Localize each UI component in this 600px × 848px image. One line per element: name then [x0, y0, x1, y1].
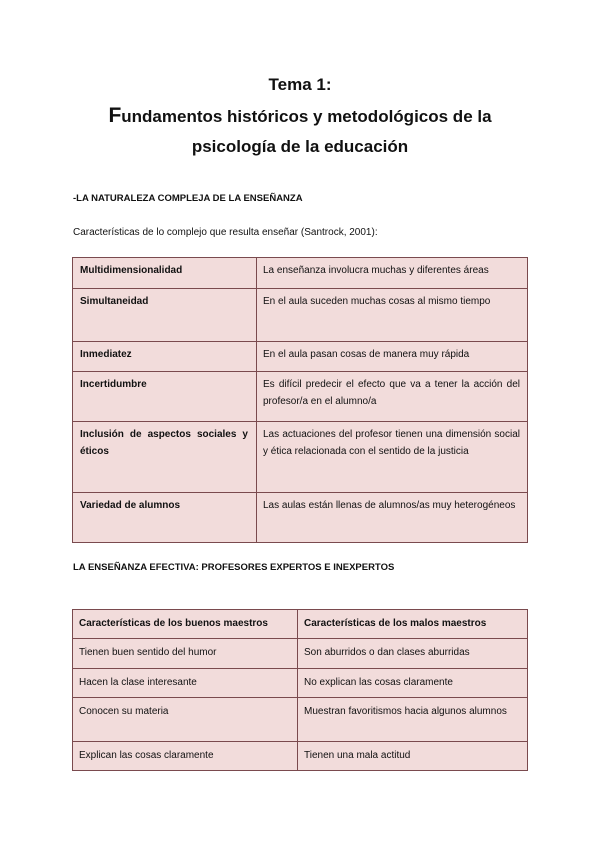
bad-cell: Son aburridos o dan clases aburridas: [298, 639, 528, 669]
complexity-table: [72, 257, 528, 543]
table-row: [73, 372, 528, 422]
description-cell: Las actuaciones del profesor tienen una dimensión social y ética relacionada con el sentido de la justicia: [257, 422, 528, 493]
title-line-2: [0, 103, 600, 130]
term-cell: Variedad de alumnos: [73, 493, 257, 543]
title-initial-letter: F: [108, 104, 122, 127]
description-cell: La enseñanza involucra muchas y diferentes áreas: [257, 258, 528, 289]
table-row: [73, 289, 528, 342]
table-row: [73, 669, 528, 698]
title-line-1: Tema 1:: [268, 75, 332, 94]
term-cell: Inclusión de aspectos sociales y éticos: [73, 422, 257, 493]
section-heading-complexity: -LA NATURALEZA COMPLEJA DE LA ENSEÑANZA: [73, 193, 303, 204]
section-heading-effective-teaching: LA ENSEÑANZA EFECTIVA: PROFESORES EXPERTOS E INEXPERTOS: [73, 562, 395, 573]
table-row: [73, 342, 528, 372]
description-cell: Las aulas están llenas de alumnos/as muy heterogéneos: [257, 493, 528, 543]
description-cell: En el aula pasan cosas de manera muy rápida: [257, 342, 528, 372]
column-header-good: Características de los buenos maestros: [73, 610, 298, 639]
document-title: [0, 74, 600, 158]
bad-cell: Tienen una mala actitud: [298, 742, 528, 771]
table-row: [73, 639, 528, 669]
bad-cell: Muestran favoritismos hacia algunos alumnos: [298, 698, 528, 742]
title-line-2-text: undamentos históricos y metodológicos de la: [121, 107, 492, 126]
good-cell: Tienen buen sentido del humor: [73, 639, 298, 669]
bad-cell: No explican las cosas claramente: [298, 669, 528, 698]
term-cell: Multidimensionalidad: [73, 258, 257, 289]
good-cell: Hacen la clase interesante: [73, 669, 298, 698]
teachers-table: [72, 609, 528, 771]
term-cell: Incertidumbre: [73, 372, 257, 422]
section-intro: Características de lo complejo que resulta enseñar (Santrock, 2001):: [73, 227, 378, 238]
description-cell: Es difícil predecir el efecto que va a tener la acción del profesor/a en el alumno/a: [257, 372, 528, 422]
title-line-3: psicología de la educación: [191, 137, 409, 156]
good-cell: Conocen su materia: [73, 698, 298, 742]
description-cell: En el aula suceden muchas cosas al mismo tiempo: [257, 289, 528, 342]
table-header-row: [73, 610, 528, 639]
table-row: [73, 742, 528, 771]
column-header-bad: Características de los malos maestros: [298, 610, 528, 639]
table-row: [73, 493, 528, 543]
table-row: [73, 258, 528, 289]
table-row: [73, 422, 528, 493]
table-row: [73, 698, 528, 742]
term-cell: Inmediatez: [73, 342, 257, 372]
term-cell: Simultaneidad: [73, 289, 257, 342]
good-cell: Explican las cosas claramente: [73, 742, 298, 771]
